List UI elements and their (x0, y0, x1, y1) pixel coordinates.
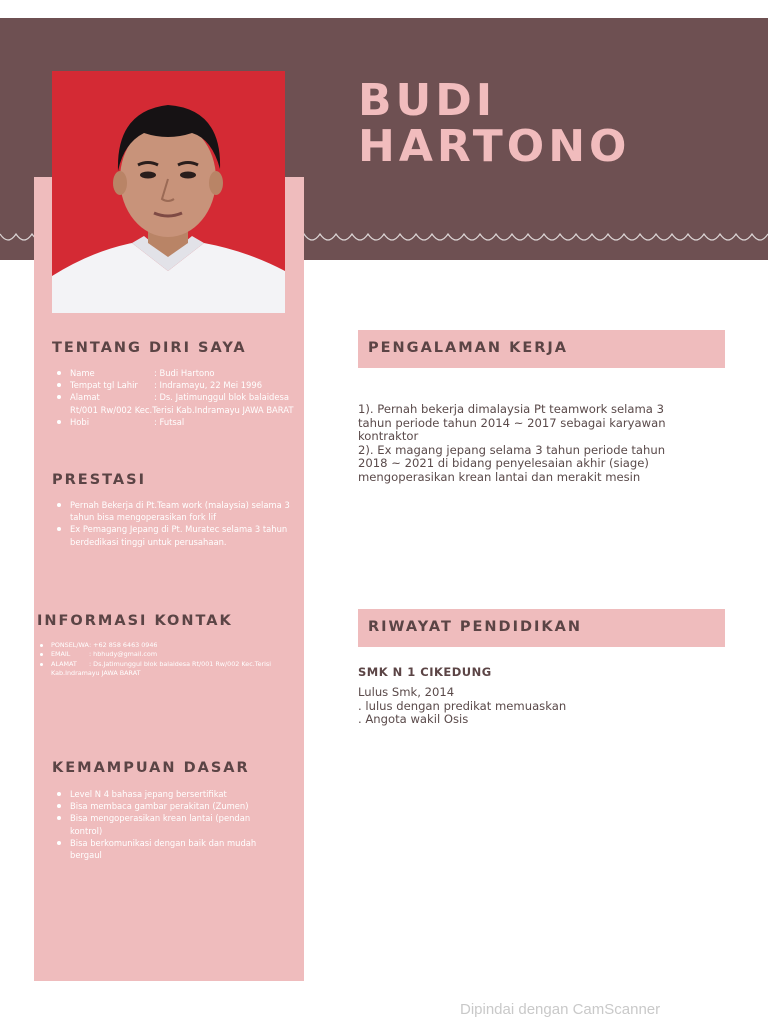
profile-photo (52, 71, 285, 313)
list-item: Level N 4 bahasa jepang bersertifikat (54, 788, 284, 800)
contact-list (38, 641, 300, 679)
education-details: Lulus Smk, 2014 . lulus dengan predikat memuaskan . Angota wakil Osis (358, 685, 567, 727)
achievements-heading: PRESTASI (52, 472, 146, 488)
list-item: Tempat tgl Lahir : Indramayu, 22 Mei 1996 (54, 379, 294, 391)
achievements-list (54, 499, 294, 548)
education-heading-bar (358, 609, 725, 647)
school-name: SMK N 1 CIKEDUNG (358, 665, 492, 679)
list-item: PONSEL/WA: +62 858 6463 0946 (38, 641, 300, 650)
list-item: Bisa membaca gambar perakitan (Zumen) (54, 800, 284, 812)
list-item: Hobi : Futsal (54, 416, 294, 428)
list-item: Ex Pemagang Jepang di Pt. Muratec selama 3 tahun berdedikasi tinggi untuk perusahaan. (54, 523, 294, 547)
about-heading: TENTANG DIRI SAYA (52, 340, 247, 356)
list-item: Alamat : Ds. Jatimunggul blok balaidesa Rt/001 Rw/002 Kec.Terisi Kab.Indramayu JAWA BARAT (54, 391, 294, 415)
about-list (54, 367, 294, 428)
experience-heading: PENGALAMAN KERJA (368, 340, 569, 356)
list-item: Bisa berkomunikasi dengan baik dan mudah bergaul (54, 837, 284, 861)
contact-heading: INFORMASI KONTAK (37, 613, 233, 629)
list-item: Name : Budi Hartono (54, 367, 294, 379)
portrait-photo-icon (52, 71, 285, 313)
skills-list (54, 788, 284, 861)
experience-heading-bar (358, 330, 725, 368)
first-name: BUDI (358, 75, 497, 126)
person-name (358, 75, 631, 172)
skills-heading: KEMAMPUAN DASAR (52, 760, 250, 776)
list-item: Pernah Bekerja di Pt.Team work (malaysia) selama 3 tahun bisa mengoperasikan fork lif (54, 499, 294, 523)
list-item: EMAIL : hbhudy@gmail.com (38, 650, 300, 659)
last-name: HARTONO (358, 121, 631, 172)
list-item: ALAMAT : Ds.Jatimunggul blok balaidesa Rt/001 Rw/002 Kec.Terisi Kab.Indramayu JAWA BARAT (38, 660, 300, 679)
experience-text: 1). Pernah bekerja dimalaysia Pt teamwork selama 3 tahun periode tahun 2014 ~ 2017 sebagai karyawan kontraktor 2). Ex magang jepang selama 3 tahun periode tahun 2018 ~ 2021 di bidang penyelesaian akhir (siage) mengoperasikan krean lantai dan merakit mesin (358, 402, 666, 484)
scanner-watermark: Dipindai dengan CamScanner (460, 1001, 661, 1018)
list-item: Bisa mengoperasikan krean lantai (pendan kontrol) (54, 812, 284, 836)
education-heading: RIWAYAT PENDIDIKAN (368, 619, 583, 635)
